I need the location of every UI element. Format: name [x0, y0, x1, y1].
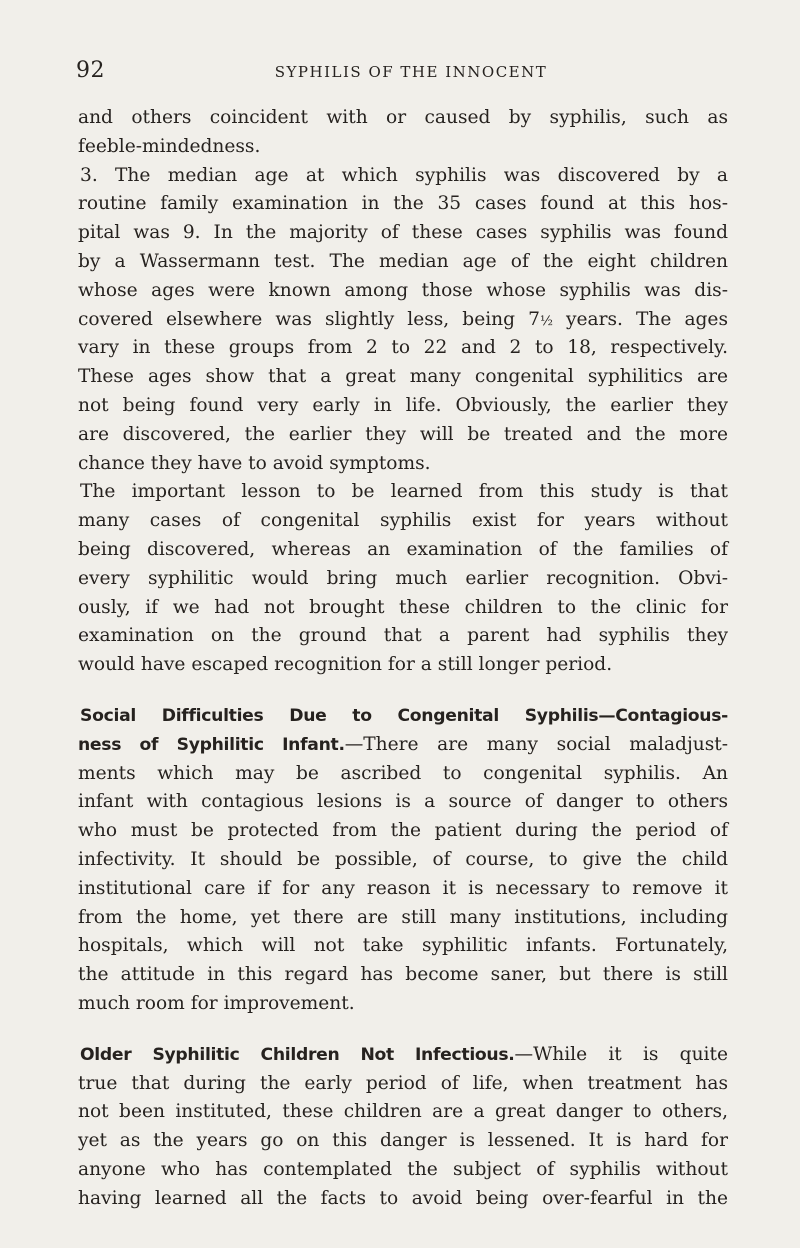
text-line: These ages show that a great many congenital syphilitics are: [78, 366, 728, 388]
text-line: ously, if we had not brought these children to the clinic for: [78, 596, 728, 618]
text-line: who must be protected from the patient during the period of: [78, 820, 728, 842]
page-number: 92: [76, 58, 105, 83]
text-line: yet as the years go on this danger is lessened. It is hard for: [78, 1130, 728, 1152]
text-line: infant with contagious lesions is a source of danger to others: [78, 791, 728, 813]
text-line: The important lesson to be learned from this study is that: [80, 481, 728, 503]
text-run: —While it is quite: [514, 1043, 728, 1065]
running-title: SYPHILIS OF THE INNOCENT: [274, 63, 548, 81]
text-run: years. The ages: [552, 308, 728, 330]
section-contagiousness: [78, 702, 728, 1019]
text-line: many cases of congenital syphilis exist for years without: [78, 510, 728, 532]
text-run: —There are many social maladjust-: [344, 733, 728, 755]
text-line: much room for improvement.: [78, 992, 355, 1014]
text-line: having learned all the facts to avoid being over-fearful in the: [78, 1187, 728, 1209]
text-line: routine family examination in the 35 cases found at this hos-: [78, 193, 728, 215]
text-line: are discovered, the earlier they will be treated and the more: [78, 423, 728, 445]
text-line: by a Wassermann test. The median age of the eight children: [78, 250, 728, 272]
text-line: being discovered, whereas an examination of the families of: [78, 538, 728, 560]
text-line: the attitude in this regard has become saner, but there is still: [78, 964, 728, 986]
paragraph: [78, 104, 728, 162]
section-gap: [78, 1019, 728, 1041]
text-line: vary in these groups from 2 to 22 and 2 to 18, respectively.: [78, 337, 728, 359]
text-line: from the home, yet there are still many institutions, including: [78, 906, 728, 928]
body-text: [78, 104, 728, 1213]
text-line: examination on the ground that a parent had syphilis they: [78, 625, 728, 647]
text-line: ments which may be ascribed to congenital syphilis. An: [78, 762, 728, 784]
text-line: chance they have to avoid symptoms.: [78, 452, 431, 474]
section-heading-continued: ness of Syphilitic Infant.: [78, 734, 345, 755]
text-line: anyone who has contemplated the subject of syphilis without: [78, 1158, 728, 1180]
text-line: hospitals, which will not take syphilitic infants. Fortunately,: [78, 935, 728, 957]
text-line: [78, 306, 728, 335]
text-line: not been instituted, these children are a great danger to others,: [78, 1101, 728, 1123]
text-line: true that during the early period of life, when treatment has: [78, 1072, 728, 1094]
text-line: every syphilitic would bring much earlier recognition. Obvi-: [78, 567, 728, 589]
text-line: whose ages were known among those whose syphilis was dis-: [78, 279, 728, 301]
text-line: feeble-mindedness.: [78, 135, 261, 157]
text-line: 3. The median age at which syphilis was discovered by a: [80, 164, 728, 186]
paragraph: [78, 162, 728, 479]
fraction: ½: [539, 313, 553, 329]
text-line: not being found very early in life. Obviously, the earlier they: [78, 394, 728, 416]
text-line: pital was 9. In the majority of these cases syphilis was found: [78, 222, 728, 244]
text-line: institutional care if for any reason it is necessary to remove it: [78, 877, 728, 899]
text-line: infectivity. It should be possible, of course, to give the child: [78, 848, 728, 870]
text-line: [78, 731, 728, 760]
text-line: and others coincident with or caused by syphilis, such as: [78, 107, 728, 128]
section-heading: Older Syphilitic Children Not Infectious.: [80, 1044, 515, 1065]
text-line: would have escaped recognition for a still longer period.: [78, 654, 613, 676]
section-older-children: [78, 1041, 728, 1214]
section-gap: [78, 680, 728, 702]
section-heading: Social Difficulties Due to Congenital Syphilis—Contagious-: [80, 705, 728, 726]
text-line: [78, 702, 728, 731]
page-header: [76, 58, 726, 88]
paragraph: [78, 478, 728, 680]
text-run: covered elsewhere was slightly less, being 7: [78, 308, 540, 330]
text-line: [78, 1041, 728, 1070]
